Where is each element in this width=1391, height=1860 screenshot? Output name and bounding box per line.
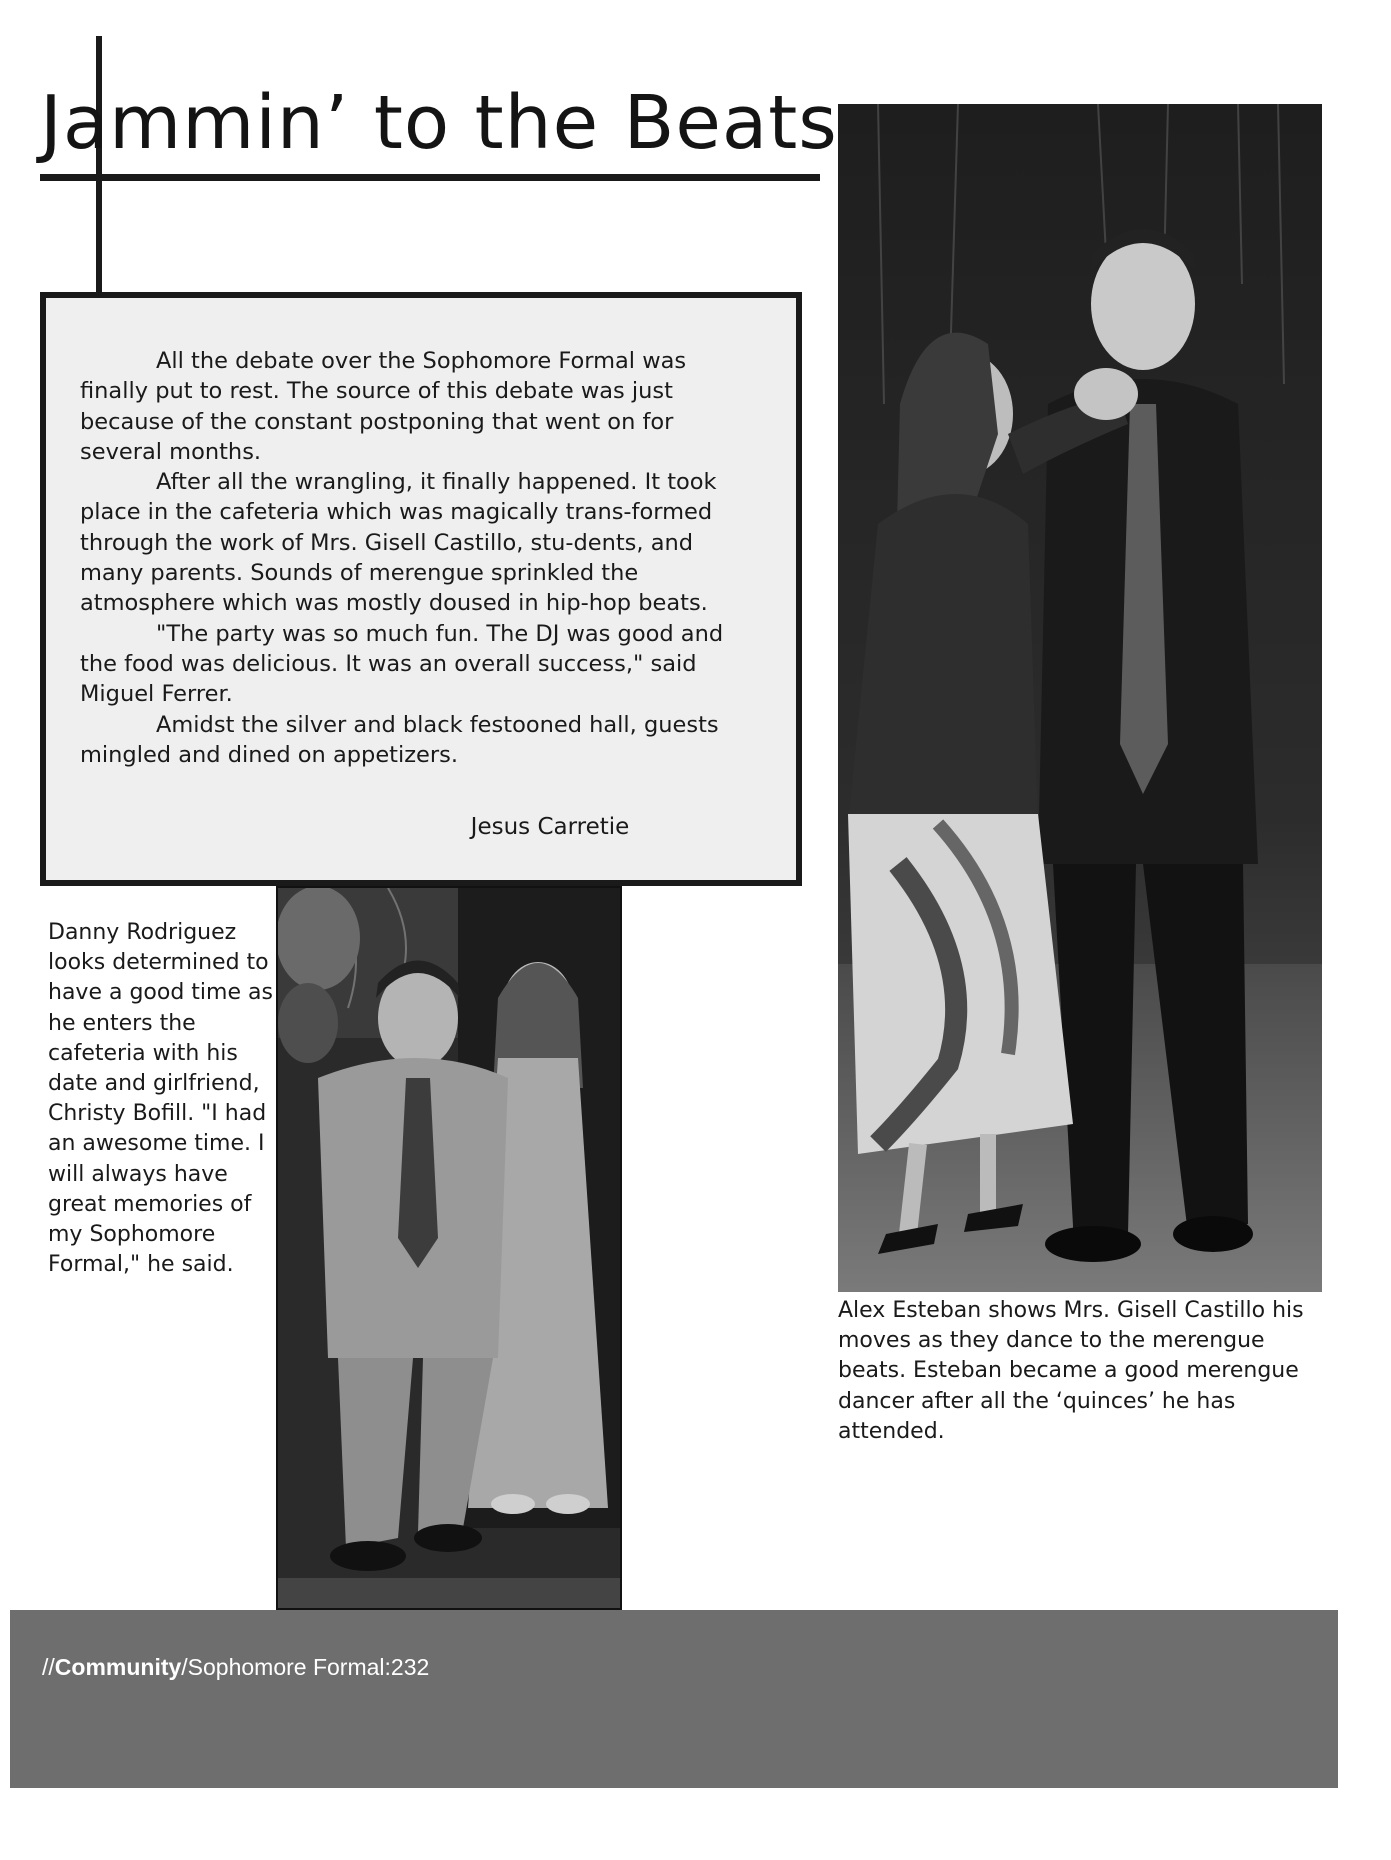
caption-dancing-couple: Alex Esteban shows Mrs. Gisell Castillo his moves as they dance to the merengue beats. Esteban became a good merengue dancer after all the ‘quinces’ he has attended. (838, 1298, 1304, 1444)
footer-section: Community (54, 1654, 182, 1680)
story-paragraph: "The party was so much fun. The DJ was good and the food was delicious. It was an overall success," said Miguel Ferrer. (80, 620, 724, 708)
title-vertical-rule (96, 36, 102, 298)
footer-subsection: /Sophomore Formal:232 (181, 1654, 430, 1680)
photo-dancing-couple-image (838, 104, 1322, 1292)
photo-couple-entering (276, 886, 622, 1610)
page-title: Jammin’ to the Beats (40, 80, 838, 166)
story-byline: Jesus Carretie (470, 814, 630, 840)
footer-prefix: // (42, 1654, 55, 1680)
story-paragraph: All the debate over the Sophomore Formal was finally put to rest. The source of this debate was just because of the constant postponing that went on for several months. (80, 348, 687, 465)
footer-band (10, 1610, 1338, 1788)
photo-dancing-couple (838, 104, 1322, 1292)
footer-folio (42, 1654, 429, 1681)
photo-couple-entering-image (278, 888, 620, 1608)
story-paragraph: Amidst the silver and black festooned hall, guests mingled and dined on appetizers. (80, 711, 719, 768)
title-underline (40, 174, 820, 181)
caption-entering-couple: Danny Rodriguez looks determined to have a good time as he enters the cafeteria with his date and girlfriend, Christy Bofill. "I had an awesome time. I will always have great memories of my Sophomore Formal," he said. (48, 920, 273, 1278)
story-text (80, 346, 740, 770)
story-paragraph: After all the wrangling, it finally happened. It took place in the cafeteria which was magically trans-formed through the work of Mrs. Gisell Castillo, stu-dents, and many parents. Sounds of merengue sprinkled the atmosphere which was mostly doused in hip-hop beats. (80, 469, 717, 617)
